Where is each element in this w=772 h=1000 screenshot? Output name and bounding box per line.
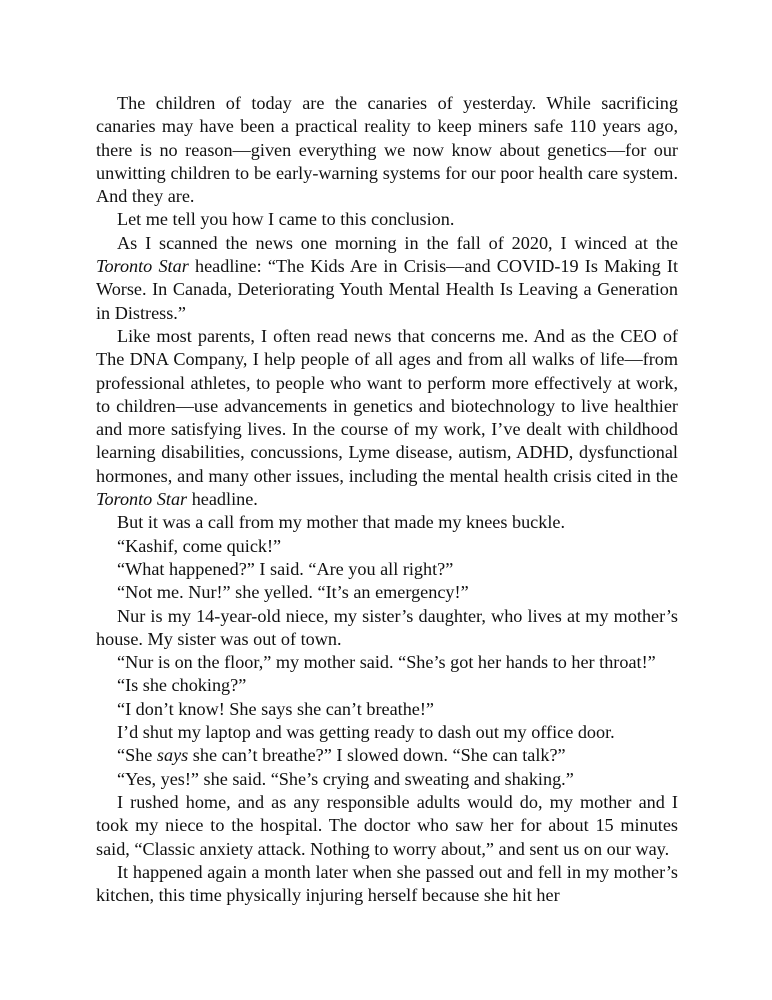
paragraph <box>96 605 678 652</box>
paragraph <box>96 535 678 558</box>
text-run: Let me tell you how I came to this conclusion. <box>117 209 455 230</box>
text-run: I rushed home, and as any responsible adults would do, my mother and I took my niece to the hospital. The doctor who saw her for about 15 minutes said, “Classic anxiety attack. Nothing to worry about,” and sent us on our way. <box>96 791 678 859</box>
paragraph <box>96 698 678 721</box>
text-run: headline: “The Kids Are in Crisis—and COVID-19 Is Making It Worse. In Canada, Deteriorating Youth Mental Health Is Leaving a Generation in Distress.” <box>96 256 679 323</box>
paragraph <box>96 674 678 697</box>
italic-text: Toronto Star <box>96 256 189 277</box>
text-run: “Kashif, come quick!” <box>117 535 282 556</box>
paragraph <box>96 232 678 325</box>
text-run: “What happened?” I said. “Are you all right?” <box>117 558 454 579</box>
text-run: The children of today are the canaries of yesterday. While sacrificing canaries may have been a practical reality to keep miners safe 110 years ago, there is no reason—given everything we now know about genetics—for our unwitting children to be early-warning systems for our poor health care system. And they are. <box>96 93 678 207</box>
italic-text: says <box>156 745 189 766</box>
paragraph <box>96 208 678 231</box>
italic-text: Toronto Star <box>96 489 188 510</box>
text-run: “I don’t know! She says she can’t breathe!” <box>117 698 435 719</box>
paragraph <box>96 721 678 744</box>
text-run: “Yes, yes!” she said. “She’s crying and sweating and shaking.” <box>117 768 574 789</box>
paragraph <box>96 768 678 791</box>
paragraph <box>96 558 678 581</box>
text-run: I’d shut my laptop and was getting ready to dash out my office door. <box>117 722 615 743</box>
paragraph <box>96 581 678 604</box>
text-run: “She <box>117 745 157 766</box>
text-run: “Not me. Nur!” she yelled. “It’s an emergency!” <box>117 582 469 603</box>
text-run: Nur is my 14-year-old niece, my sister’s daughter, who lives at my mother’s house. My sister was out of town. <box>96 605 678 649</box>
paragraph <box>96 791 678 861</box>
text-run: “Nur is on the floor,” my mother said. “She’s got her hands to her throat!” <box>117 652 656 673</box>
text-run: As I scanned the news one morning in the fall of 2020, I winced at the <box>117 232 678 253</box>
text-run: But it was a call from my mother that made my knees buckle. <box>117 512 566 533</box>
text-run: headline. <box>187 489 258 510</box>
text-run: “Is she choking?” <box>117 675 247 696</box>
paragraph <box>96 92 678 208</box>
text-run: she can’t breathe?” I slowed down. “She can talk?” <box>188 745 566 766</box>
book-page-body <box>96 92 678 907</box>
paragraph <box>96 861 678 908</box>
paragraph <box>96 325 678 511</box>
paragraph <box>96 511 678 534</box>
text-run: Like most parents, I often read news that concerns me. And as the CEO of The DNA Company, I help people of all ages and from all walks of life—from professional athletes, to people who want to perform more effectively at work, to children—use advancements in genetics and biotechnology to live healthier and more satisfying lives. In the course of my work, I’ve dealt with childhood learning disabilities, concussions, Lyme disease, autism, ADHD, dysfunctional hormones, and many other issues, including the mental health crisis cited in the <box>96 325 678 486</box>
paragraph <box>96 744 678 767</box>
text-run: It happened again a month later when she passed out and fell in my mother’s kitchen, this time physically injuring herself because she hit her <box>96 861 678 906</box>
paragraph <box>96 651 678 674</box>
